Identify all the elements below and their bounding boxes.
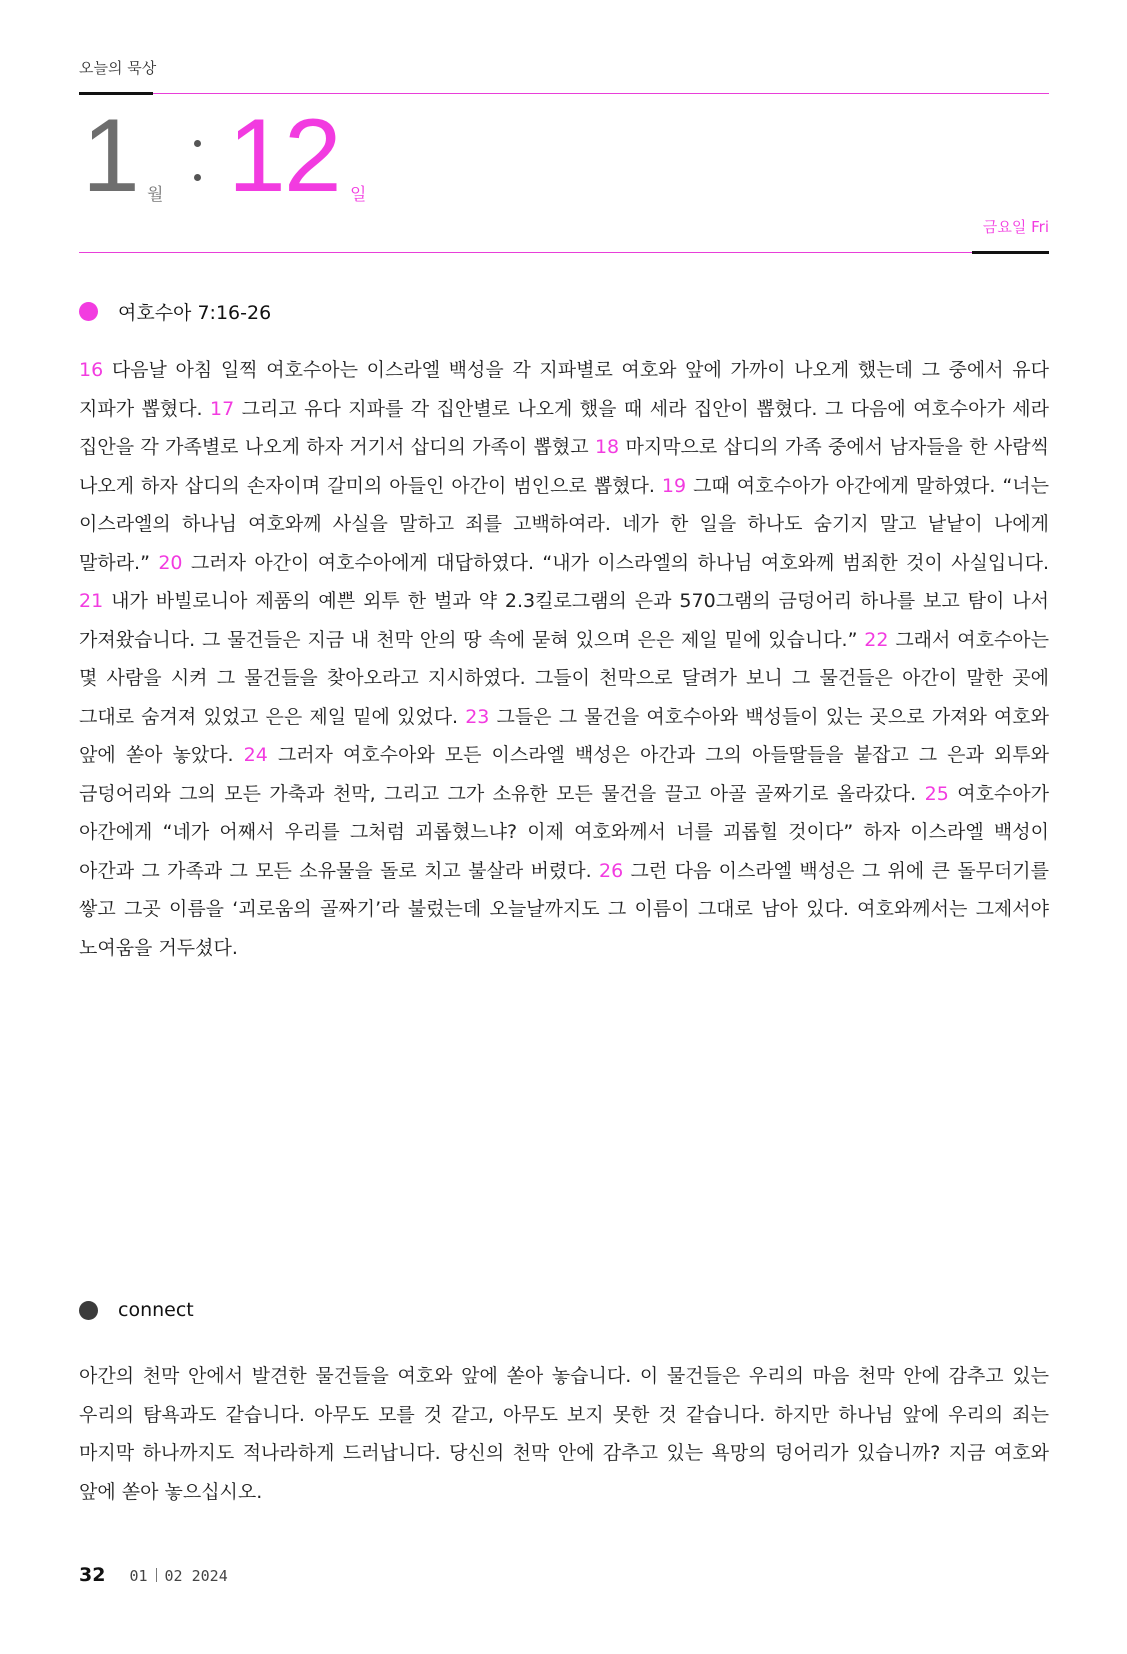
issue-month: 01 — [129, 1567, 148, 1585]
verse-number: 22 — [864, 628, 889, 651]
verse-text: 다음날 아침 일찍 여호수아는 이스라엘 백성을 각 지파별로 여호와 앞에 가까이 나오게 했는데 그 중에서 유다 지파가 뽑혔다. — [79, 359, 1049, 420]
scripture-heading — [79, 298, 271, 325]
verse-number: 20 — [158, 551, 183, 574]
section-label: 오늘의 묵상 — [79, 59, 157, 77]
date-month: 1 — [82, 98, 138, 214]
verse-text: 그들은 그 물건을 여호수아와 백성들이 있는 곳으로 가져와 여호와 앞에 쏟아 놓았다. — [79, 705, 1049, 766]
weekday: 금요일 Fri — [982, 218, 1049, 236]
verse-number: 17 — [210, 397, 235, 420]
verse-text: 그리고 유다 지파를 각 집안별로 나오게 했을 때 세라 집안이 뽑혔다. 그 다음에 여호수아가 세라 집안을 각 가족별로 나오게 하자 거기서 삽디의 가족이 뽑혔고 — [79, 397, 1049, 458]
verse-number: 16 — [79, 359, 104, 381]
verse-number: 21 — [79, 590, 104, 612]
bullet-icon — [79, 1301, 98, 1320]
verse-text: 그러자 여호수아와 모든 이스라엘 백성은 아간과 그의 아들딸들을 붙잡고 그 은과 외투와 금덩어리와 그의 모든 가축과 천막, 그리고 그가 소유한 모든 물건을 끌고 아골 골짜기로 올라갔다. — [79, 744, 1049, 805]
date-day: 12 — [228, 98, 340, 214]
verse-number: 24 — [243, 744, 268, 766]
connect-heading — [79, 1299, 194, 1321]
verse-text: 내가 바빌로니아 제품의 예쁜 외투 한 벌과 약 2.3킬로그램의 은과 570그램의 금덩어리 하나를 보고 탐이 나서 가져왔습니다. 그 물건들은 지금 내 천막 안의 땅 속에 묻혀 있으며 은은 제일 밑에 있습니다.” — [79, 590, 1049, 651]
page-number: 32 — [79, 1564, 106, 1586]
verse-number: 23 — [465, 705, 490, 728]
header-rule — [153, 93, 1049, 94]
date-colon-icon — [194, 140, 202, 196]
verse-text: 그래서 여호수아는 몇 사람을 시켜 그 물건들을 찾아오라고 지시하였다. 그들이 천막으로 달려가 보니 그 물건들은 아간이 말한 곳에 그대로 숨겨져 있었고 은은 제일 밑에 있었다. — [79, 628, 1049, 728]
issue-info — [129, 1567, 227, 1585]
verse-text: 그러자 아간이 여호수아에게 대답하였다. “내가 이스라엘의 하나님 여호와께 범죄한 것이 사실입니다. — [182, 551, 1049, 574]
issue-date: 02 2024 — [164, 1567, 228, 1585]
issue-divider — [156, 1568, 157, 1582]
verse-number: 18 — [594, 436, 620, 458]
date-month-unit: 월 — [147, 185, 164, 205]
date-rule-accent — [972, 251, 1049, 254]
verse-text: 그때 여호수아가 아간에게 말하였다. “너는 이스라엘의 하나님 여호와께 사실을 말하고 죄를 고백하여라. 네가 한 일을 하나도 숨기지 말고 낱낱이 나에게 말하라.” — [79, 474, 1049, 574]
verse-text: 여호수아가 아간에게 “네가 어째서 우리를 그처럼 괴롭혔느냐? 이제 여호와께서 너를 괴롭힐 것이다” 하자 이스라엘 백성이 아간과 그 가족과 그 모든 소유물을 돌로 치고 불살라 버렸다. — [79, 782, 1049, 882]
scripture-reference: 여호수아 7:16-26 — [118, 302, 272, 324]
verse-number: 19 — [661, 474, 687, 497]
connect-text: 아간의 천막 안에서 발견한 물건들을 여호와 앞에 쏟아 놓습니다. 이 물건들은 우리의 마음 천막 안에 감추고 있는 우리의 탐욕과도 같습니다. 아무도 모를 것 같고, 아무도 보지 못한 것 같습니다. 하지만 하나님 앞에 우리의 죄는 마지막 하나까지도 적나라하게 드러납니다. 당신의 천막 안에 감추고 있는 욕망의 덩어리가 있습니까? 지금 여호와 앞에 쏟아 놓으십시오. — [79, 1365, 1049, 1503]
verse-number: 26 — [598, 859, 624, 882]
bullet-icon — [79, 302, 98, 321]
verse-number: 25 — [924, 782, 949, 805]
verse-text: 마지막으로 삽디의 가족 중에서 남자들을 한 사람씩 나오게 하자 삽디의 손자이며 갈미의 아들인 아간이 범인으로 뽑혔다. — [79, 436, 1049, 497]
date-day-unit: 일 — [350, 185, 367, 205]
page-footer — [79, 1564, 228, 1586]
connect-title: connect — [118, 1299, 194, 1321]
verse-text: 그런 다음 이스라엘 백성은 그 위에 큰 돌무더기를 쌓고 그곳 이름을 ‘괴로움의 골짜기’라 불렀는데 오늘날까지도 그 이름이 그대로 남아 있다. 여호와께서는 그제서야 노여움을 거두셨다. — [79, 859, 1049, 959]
date-rule — [79, 252, 972, 253]
scripture-text — [79, 351, 1049, 967]
header-rule-accent — [79, 92, 153, 95]
